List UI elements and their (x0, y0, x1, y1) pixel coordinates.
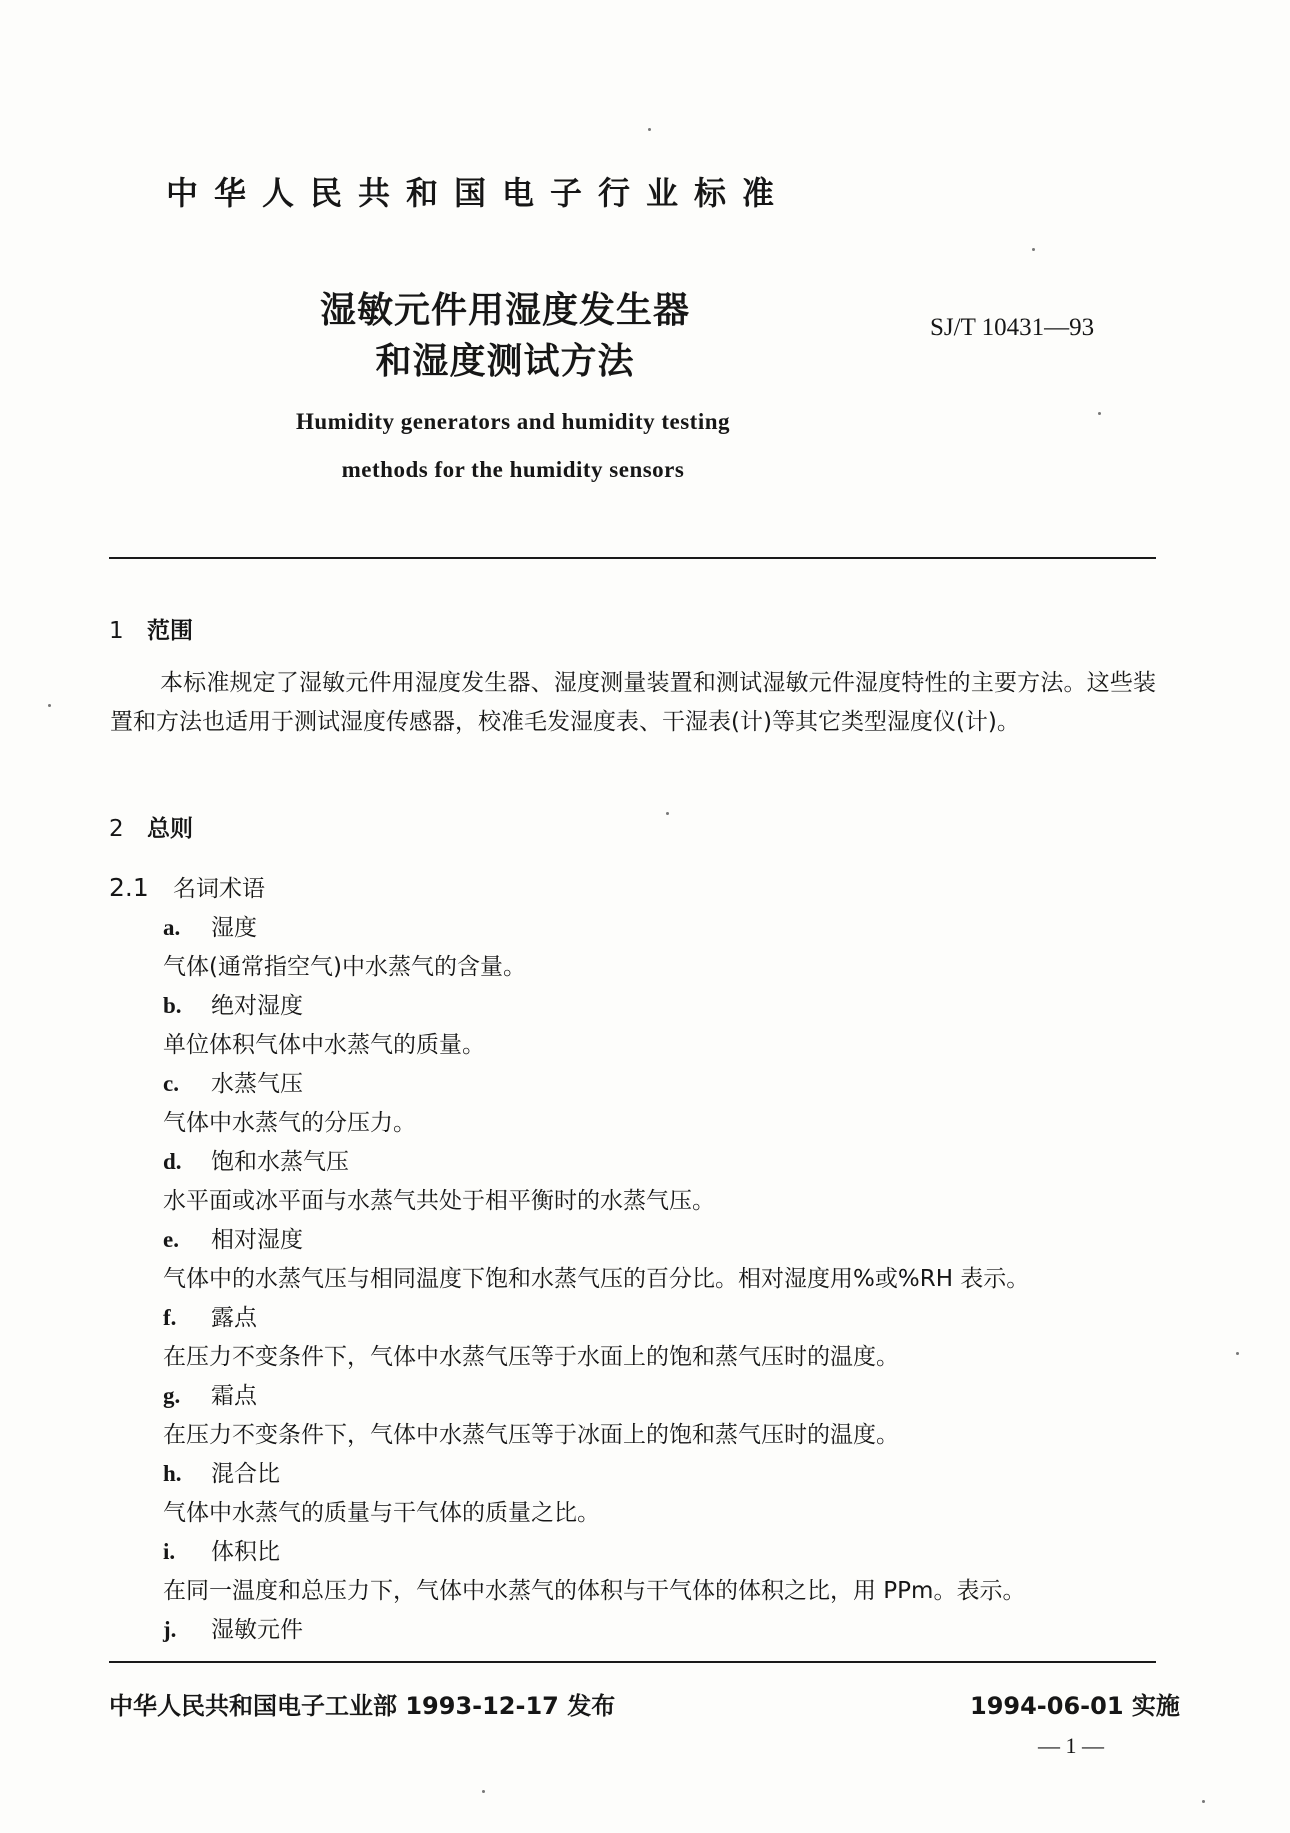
definition-c: 气体中水蒸气的分压力。 (163, 1110, 416, 1136)
section-2-heading (109, 810, 193, 843)
subsection-2-1-heading (109, 870, 265, 903)
english-title-line2: methods for the humidity sensors (341, 457, 685, 482)
english-title-line1: Humidity generators and humidity testing (295, 409, 731, 434)
term-letter: g. (163, 1383, 181, 1408)
effective-date: 1994-06-01 实施 (970, 1692, 1180, 1720)
term-a (163, 909, 257, 942)
document-title-line1: 湿敏元件用湿度发生器 (319, 290, 690, 331)
scan-speck (1098, 412, 1101, 415)
term-name: 湿度 (211, 915, 257, 941)
term-letter: c. (163, 1071, 179, 1096)
scan-speck (1032, 248, 1035, 251)
section-number: 1 (109, 618, 124, 644)
term-letter: h. (163, 1461, 182, 1486)
term-name: 绝对湿度 (211, 993, 303, 1019)
term-h (163, 1455, 280, 1488)
term-d (163, 1143, 349, 1176)
definition-e: 气体中的水蒸气压与相同温度下饱和水蒸气压的百分比。相对湿度用%或%RH 表示。 (163, 1266, 1030, 1292)
section-title: 范围 (147, 618, 193, 644)
definition-g: 在压力不变条件下，气体中水蒸气压等于冰面上的饱和蒸气压时的温度。 (163, 1422, 899, 1448)
term-name: 饱和水蒸气压 (211, 1149, 349, 1175)
term-letter: f. (163, 1305, 177, 1330)
standard-code: SJ/T 10431—93 (930, 314, 1095, 341)
term-name: 相对湿度 (211, 1227, 303, 1253)
definition-f: 在压力不变条件下，气体中水蒸气压等于水面上的饱和蒸气压时的温度。 (163, 1344, 899, 1370)
section-1-body: 本标准规定了湿敏元件用湿度发生器、湿度测量装置和测试湿敏元件湿度特性的主要方法。这些装置和方法也适用于测试湿度传感器，校准毛发湿度表、干湿表(计)等其它类型湿度仪(计)。 (110, 670, 1156, 735)
term-g (163, 1377, 257, 1410)
scan-speck (648, 128, 651, 131)
term-name: 露点 (211, 1305, 257, 1331)
definition-i: 在同一温度和总压力下，气体中水蒸气的体积与干气体的体积之比，用 PPm。表示。 (163, 1578, 1026, 1604)
bottom-divider (109, 1661, 1156, 1663)
term-letter: d. (163, 1149, 182, 1174)
term-name: 霜点 (211, 1383, 257, 1409)
section-1-heading (109, 612, 193, 645)
scan-speck (482, 1790, 485, 1793)
definition-a: 气体(通常指空气)中水蒸气的含量。 (163, 954, 526, 980)
term-name: 体积比 (211, 1539, 280, 1565)
term-c (163, 1065, 303, 1098)
term-i (163, 1533, 280, 1566)
subsection-title: 名词术语 (173, 876, 265, 902)
definition-b: 单位体积气体中水蒸气的质量。 (163, 1032, 485, 1058)
page-number: — 1 — (1038, 1733, 1104, 1758)
section-title: 总则 (147, 816, 193, 842)
term-j (163, 1611, 303, 1644)
scan-speck (48, 704, 51, 707)
term-letter: a. (163, 915, 181, 940)
term-name: 湿敏元件 (211, 1617, 303, 1643)
scan-speck (1236, 1352, 1239, 1355)
term-letter: j. (163, 1617, 177, 1642)
term-letter: b. (163, 993, 182, 1018)
subsection-number: 2.1 (109, 873, 149, 902)
term-letter: i. (163, 1539, 176, 1564)
term-name: 混合比 (211, 1461, 280, 1487)
header-title: 中华人民共和国电子行业标准 (165, 174, 790, 212)
top-divider (109, 557, 1156, 559)
definition-h: 气体中水蒸气的质量与干气体的质量之比。 (163, 1500, 600, 1526)
issue-statement: 中华人民共和国电子工业部 1993-12-17 发布 (109, 1692, 616, 1720)
term-b (163, 987, 303, 1020)
section-number: 2 (109, 816, 124, 842)
term-e (163, 1221, 303, 1254)
term-letter: e. (163, 1227, 179, 1252)
document-title-line2: 和湿度测试方法 (375, 341, 635, 382)
term-name: 水蒸气压 (211, 1071, 303, 1097)
scan-speck (666, 812, 669, 815)
definition-d: 水平面或冰平面与水蒸气共处于相平衡时的水蒸气压。 (163, 1188, 715, 1214)
term-f (163, 1299, 257, 1332)
scan-speck (1202, 1800, 1205, 1803)
